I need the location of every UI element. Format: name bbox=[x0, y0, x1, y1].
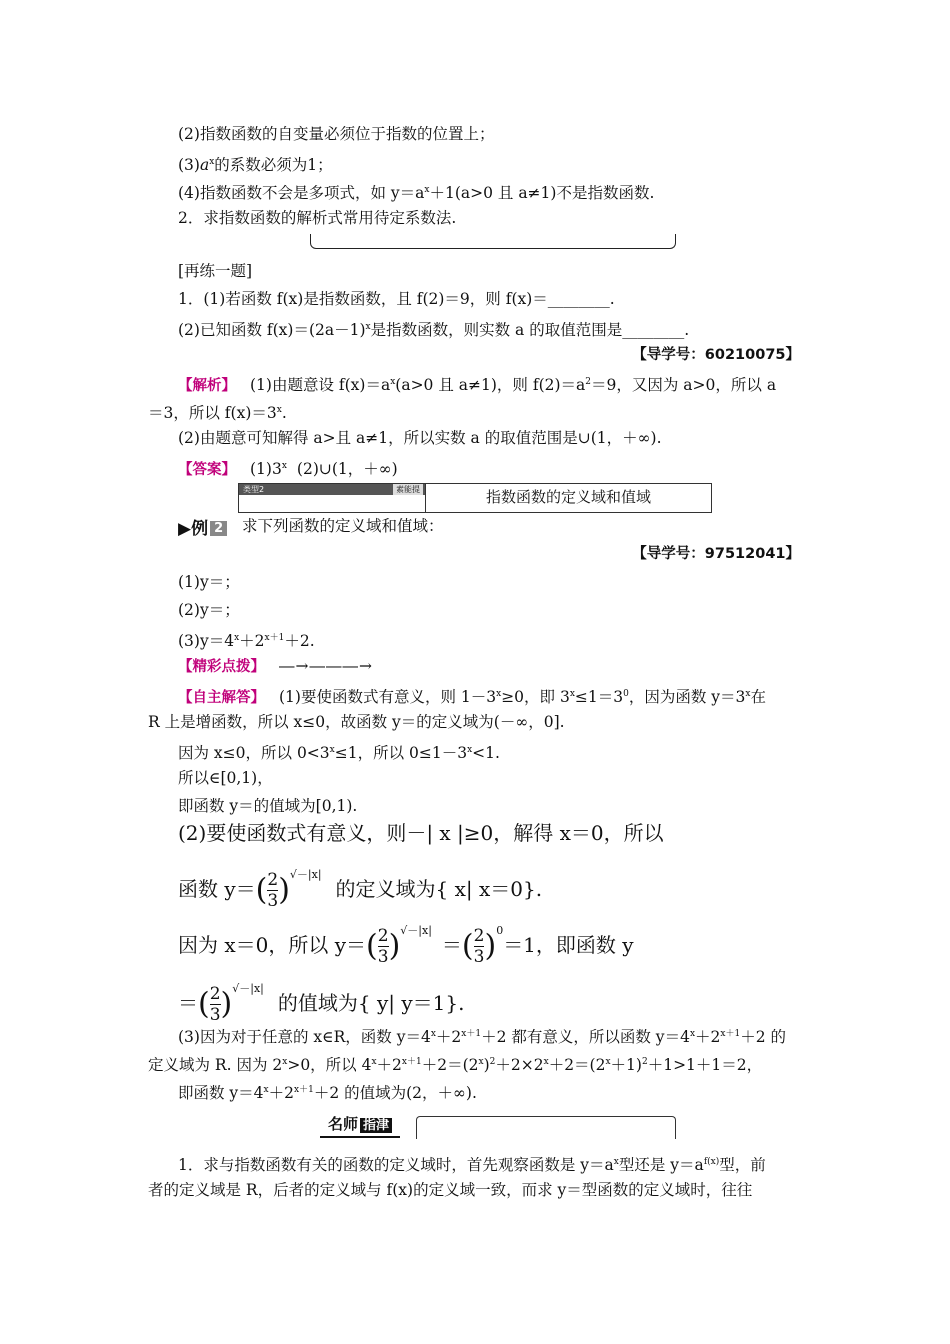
type-title: 指数函数的定义域和值域 bbox=[425, 484, 711, 512]
teacher-tips-label: 名师 指津 bbox=[320, 1112, 400, 1138]
type-section-box bbox=[238, 483, 712, 513]
hint-line: 【精彩点拨】 ―→―――→ bbox=[178, 657, 373, 675]
solution-line-5: 即函数 y＝的值域为[0,1). bbox=[178, 797, 358, 815]
solution-part2-line-2: 函数 y＝( $\frac{2}{3}$ )$^{√-|x|}$的定义域为{ x| x＝0}. bbox=[178, 868, 543, 911]
summary-line-4: (4)指数函数不会是多项式，如 $y=a^x+1(a>0$ 且 a≠1)不是指数函数. bbox=[178, 184, 655, 202]
fraction: $\frac{2}{3}$ bbox=[267, 870, 279, 911]
solution-line-4: 所以∈[0,1)， bbox=[178, 769, 273, 787]
practice-q1: 1．(1)若函数 f(x)是指数函数，且 f(2)＝9，则 f(x)＝________. bbox=[178, 290, 615, 308]
summary-line-5: 2．求指数函数的解析式常用待定系数法. bbox=[178, 209, 457, 227]
summary-line-2: (2)指数函数的自变量必须位于指数的位置上； bbox=[178, 125, 495, 143]
analysis-line-2: ＝3，所以 $f(x)=3^x$. bbox=[148, 404, 287, 422]
example-item-1: (1)y＝； bbox=[178, 573, 240, 591]
solution-line-2: R 上是增函数，所以 x≤0，故函数 y＝的定义域为(－∞，0]. bbox=[148, 713, 565, 731]
type-bar bbox=[239, 484, 425, 495]
solution-line-1: 【自主解答】 (1)要使函数式有意义，则 $1-3^x\ge 0$，即 $3^x\le 1=3^0$，因为函数 $y=3^x$在 bbox=[178, 688, 766, 706]
answer-line: 【答案】 (1)3$^x$ (2)∪(1，＋∞) bbox=[178, 460, 398, 478]
fraction: $\frac{2}{3}$ bbox=[377, 926, 389, 967]
example-prompt: 求下列函数的定义域和值域： bbox=[242, 517, 444, 535]
teacher-tips-header bbox=[320, 1112, 676, 1140]
analysis-line-3: (2)由题意可知解得 a>且 a≠1，所以实数 a 的取值范围是∪(1，＋∞). bbox=[178, 429, 662, 447]
example-item-2: (2)y＝； bbox=[178, 601, 240, 619]
fraction: $\frac{2}{3}$ bbox=[473, 926, 485, 967]
practice-q2: (2)已知函数 $f(x)=(2a-1)^x$是指数函数，则实数 a 的取值范围是________. bbox=[178, 321, 690, 339]
teacher-tips-rule bbox=[416, 1116, 676, 1139]
fraction: $\frac{2}{3}$ bbox=[209, 984, 221, 1025]
type-label-right: 素能提 bbox=[393, 484, 423, 495]
solution-part2-line-4: ＝( $\frac{2}{3}$ )$^{√-|x|}$的值域为{ y| y＝1}. bbox=[178, 982, 465, 1025]
type-label: 类型2 bbox=[243, 485, 265, 494]
solution-line-6: (3)因为对于任意的 x∈R，函数 $y=4^x+2^{x+1}+2$ 都有意义，所以函数 $y=4^x+2^{x+1}+2$ 的 bbox=[178, 1028, 786, 1046]
teacher-line-1: 1．求与指数函数有关的函数的定义域时，首先观察函数是 $y=a^x$型还是 $y=a^{f(x)}$型，前 bbox=[178, 1156, 766, 1174]
practice-heading: [再练一题] bbox=[178, 262, 253, 280]
guide-number-2: 【导学号：97512041】 bbox=[632, 546, 800, 562]
example-badge: ▶例 2 bbox=[178, 514, 227, 539]
guide-number-1: 【导学号：60210075】 bbox=[632, 347, 800, 363]
teacher-line-2: 者的定义域是 R，后者的定义域与 f(x)的定义域一致，而求 y＝型函数的定义域时，往往 bbox=[148, 1181, 753, 1199]
solution-part2-line-3: 因为 x＝0，所以 y＝( $\frac{2}{3}$ )$^{√-|x|}$＝( $\frac{2}{3}$ )$^0$＝1，即函数 y bbox=[178, 924, 634, 967]
solution-line-3: 因为 x≤0，所以 $0<3^x\le 1$，所以 $0\le 1-3^x<1$. bbox=[178, 744, 500, 762]
solution-part2-line-1: (2)要使函数式有意义，则－| x |≥0，解得 x＝0，所以 bbox=[178, 821, 664, 845]
analysis-line-1: 【解析】 (1)由题意设 $f(x)=a^x(a>0$ 且 a≠1)，则 $f(2)=a^2=9$，又因为 a>0，所以 a bbox=[178, 376, 777, 394]
example-item-3: $(3)y=4^x+2^{x+1}+2$. bbox=[178, 632, 315, 650]
solution-line-8: 即函数 $y=4^x+2^{x+1}+2$ 的值域为(2，＋∞). bbox=[178, 1084, 477, 1102]
solution-line-7: 定义域为 R. 因为 $2^x>0$，所以 $4^x+2^{x+1}+2=(2^x)^2+2\times 2^x+2=(2^x+1)^2+1>1+1=2$， bbox=[148, 1056, 763, 1074]
summary-line-3: $(3)a^x$的系数必须为1； bbox=[178, 156, 333, 174]
section-bracket bbox=[310, 234, 676, 249]
